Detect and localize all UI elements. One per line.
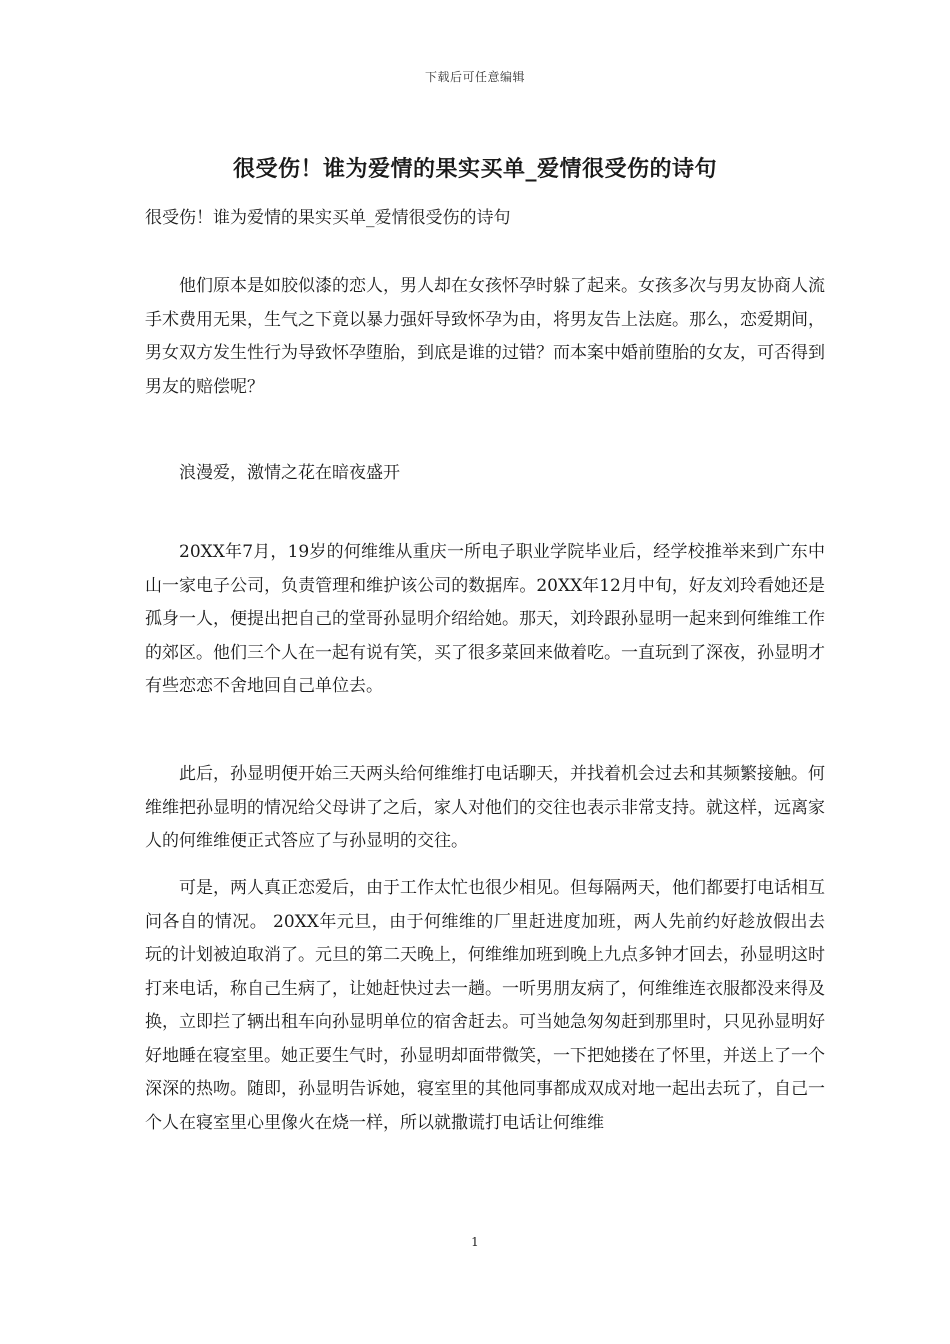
paragraph-courtship: 此后，孙显明便开始三天两头给何维维打电话聊天，并找着机会过去和其频繁接触。何维维把孙显明的情况给父母讲了之后，家人对他们的交往也表示非常支持。就这样，远离家人的何维维便正式答应了与孙显明的交往。 [145, 764, 825, 851]
document-title: 很受伤！谁为爱情的果实买单_爱情很受伤的诗句 [232, 157, 717, 182]
paragraph-intro: 他们原本是如胶似漆的恋人，男人却在女孩怀孕时躲了起来。女孩多次与男友协商人流手术费用无果，生气之下竟以暴力强奸导致怀孕为由，将男友告上法庭。那么，恋爱期间，男女双方发生性行为导致怀孕堕胎，到底是谁的过错？而本案中婚前堕胎的女友，可否得到男友的赔偿呢？ [145, 276, 825, 397]
page-header-note: 下载后可任意编辑 [424, 70, 525, 84]
section-heading: 浪漫爱，激情之花在暗夜盛开 [179, 463, 400, 483]
document-subtitle: 很受伤！谁为爱情的果实买单_爱情很受伤的诗句 [145, 208, 511, 228]
paragraph-new-year: 可是，两人真正恋爱后，由于工作太忙也很少相见。但每隔两天，他们都要打电话相互问各自的情况。 20XX年元旦，由于何维维的厂里赶进度加班，两人先前约好趁放假出去玩的计划被迫取消了。元旦的第二天晚上，何维维加班到晚上九点多钟才回去，孙显明这时打来电话，称自己生病了，让她赶快过去一趟。一听男朋友病了，何维维连衣服都没来得及换，立即拦了辆出租车向孙显明单位的宿舍赶去。可当她急匆匆赶到那里时，只见孙显明好好地睡在寝室里。她正要生气时，孙显明却面带微笑，一下把她搂在了怀里，并送上了一个深深的热吻。随即，孙显明告诉她，寝室里的其他同事都成双成对地一起出去玩了，自己一个人在寝室里心里像火在烧一样，所以就撒谎打电话让何维维 [145, 878, 825, 1133]
page-number: 1 [471, 1235, 479, 1249]
paragraph-meeting: 20XX年7月，19岁的何维维从重庆一所电子职业学院毕业后，经学校推举来到广东中山一家电子公司，负责管理和维护该公司的数据库。20XX年12月中旬，好友刘玲看她还是孤身一人，便提出把自己的堂哥孙显明介绍给她。那天，刘玲跟孙显明一起来到何维维工作的郊区。他们三个人在一起有说有笑，买了很多菜回来做着吃。一直玩到了深夜，孙显明才有些恋恋不舍地回自己单位去。 [145, 542, 825, 696]
